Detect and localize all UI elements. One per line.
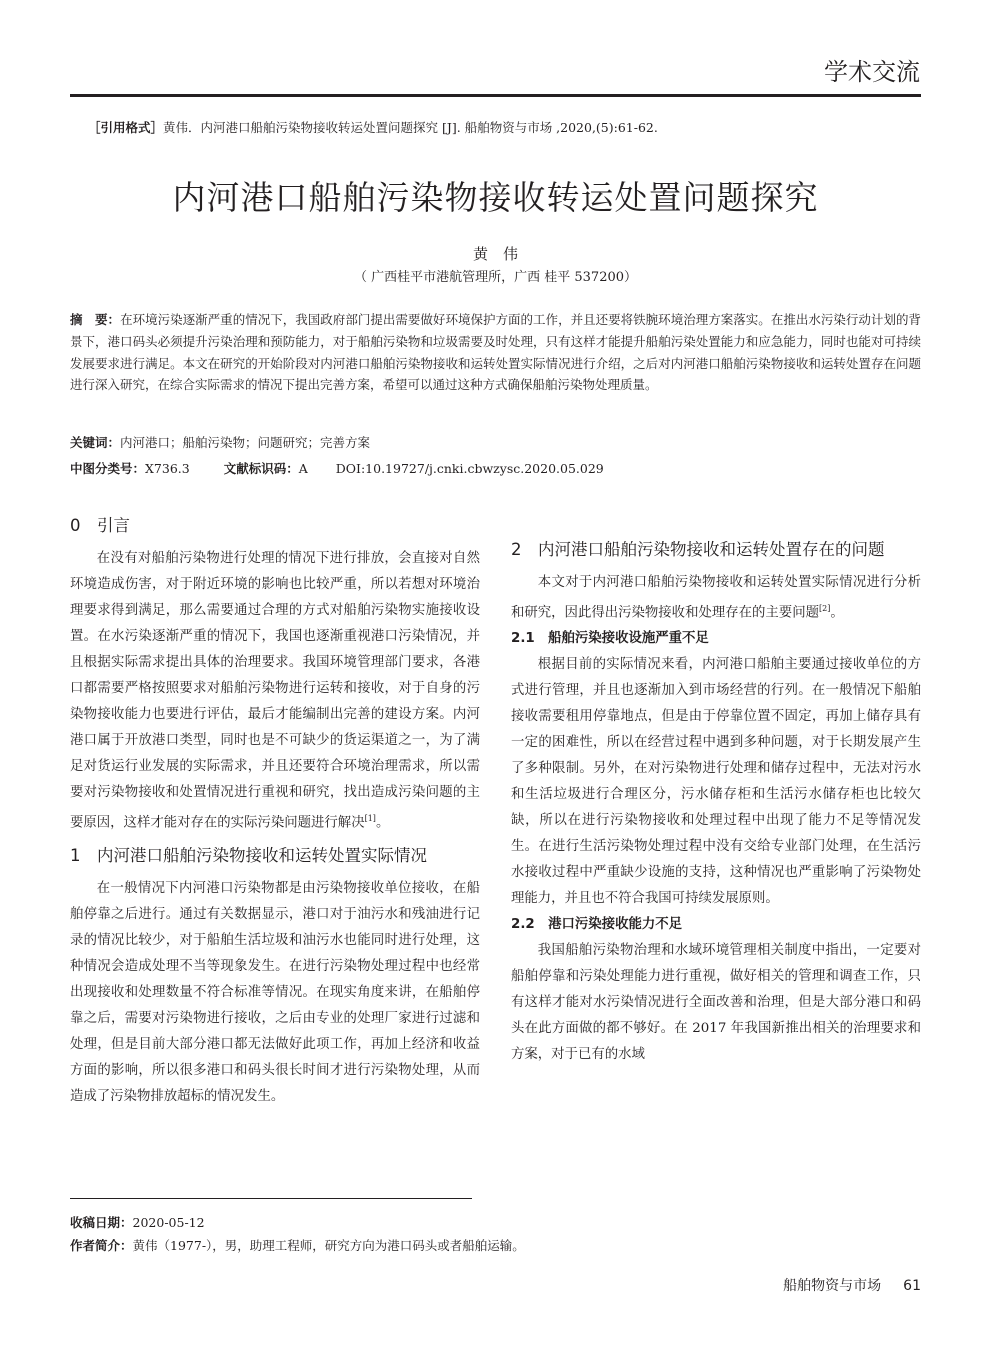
received-value: 2020-05-12: [132, 1215, 205, 1230]
section-0-paragraph: 在没有对船舶污染物进行处理的情况下进行排放，会直接对自然环境造成伤害，对于附近环境的影响也比较严重，所以若想对环境治理要求得到满足，那么需要通过合理的方式对船舶污染物实施接收设置。在水污染逐渐严重的情况下，我国也逐渐重视港口污染情况，并且根据实际需求提出具体的治理要求。我国环境管理部门要求，各港口都需要严格按照要求对船舶污染物进行运转和接收，对于自身的污染物接收能力也要进行评估，最后才能编制出完善的建设方案。内河港口属于开放港口类型，同时也是不可缺少的货运渠道之一，为了满足对货运行业发展的实际需求，并且还要符合环境治理需求，所以需要对污染物接收和处置情况进行重视和研究，找出造成污染问题的主要原因，这样才能对存在的实际污染问题进行解决[1]。: [70, 551, 480, 831]
reference-2: [2]: [818, 604, 831, 613]
section-2-1-paragraph: 根据目前的实际情况来看，内河港口船舶主要通过接收单位的方式进行管理，并且也逐渐加入到市场经营的行列。在一般情况下船舶接收需要租用停靠地点，但是由于停靠位置不固定，再加上储存具有一定的困难性，所以在经营过程中遇到多种问题，对于长期发展产生了多种限制。另外，在对污染物进行处理和储存过程中，无法对污水和生活垃圾进行合理区分，污水储存柜和生活污水储存柜也比较欠缺，所以在进行污染物接收和处理过程中出现了能力不足等情况发生。在进行生活污染物处理过程中没有交给专业部门处理，在生活污水接收过程中严重缺少设施的支持，这种情况也严重影响了污染物处理能力，并且也不符合我国可持续发展原则。: [511, 657, 921, 907]
footnote-rule: [70, 1198, 472, 1199]
doc-code-value: A: [298, 461, 308, 476]
section-0-heading: 0 引言: [70, 516, 130, 535]
bio-value: 黄伟（1977-），男，助理工程师，研究方向为港口码头或者船舶运输。: [132, 1238, 525, 1253]
received-date: [70, 1213, 205, 1231]
abstract-label: 摘 要：: [70, 312, 121, 327]
citation-tag: ［引用格式］: [88, 120, 164, 135]
section-1-heading: 1 内河港口船舶污染物接收和运转处置实际情况: [70, 846, 427, 866]
section-2-2-heading: 2.2 港口污染接收能力不足: [511, 917, 683, 933]
section-1-paragraph: 在一般情况下内河港口污染物都是由污染物接收单位接收，在船舶停靠之后进行。通过有关数据显示，港口对于油污水和残油进行记录的情况比较少，对于船舶生活垃圾和油污水也能同时进行处理，这种情况会造成处理不当等现象发生。在进行污染物处理过程中也经常出现接收和处理数量不符合标准等情况。在现实角度来讲，在船舶停靠之后，需要对污染物进行接收，之后由专业的处理厂家进行过滤和处理，但是目前大部分港口都无法做好此项工作，再加上经济和收益方面的影响，所以很多港口和码头很长时间才进行污染物处理，从而造成了污染物排放超标的情况发生。: [70, 881, 480, 1105]
left-column: [70, 508, 480, 1110]
doi: DOI:10.19727/j.cnki.cbwzysc.2020.05.029: [335, 461, 604, 476]
received-label: 收稿日期：: [70, 1215, 133, 1230]
header-rule: [70, 94, 921, 97]
citation-text: 黄伟．内河港口船舶污染物接收转运处置问题探究 [J]. 船舶物资与市场 ,2020,(5):61-62.: [163, 120, 658, 135]
section-label: 学术交流: [824, 58, 920, 86]
journal-name: 船舶物资与市场: [783, 1278, 882, 1294]
section-2-paragraph: 本文对于内河港口船舶污染物接收和运转处置实际情况进行分析和研究，因此得出污染物接收和处理存在的主要问题[2]。: [511, 575, 921, 621]
page-number: 61: [903, 1278, 921, 1294]
abstract: [70, 309, 921, 396]
article-author: 黄 伟: [472, 245, 518, 263]
keywords-label: 关键词：: [70, 435, 121, 450]
keywords-text: 内河港口；船舶污染物；问题研究；完善方案: [120, 435, 371, 450]
classification-line: [70, 459, 604, 477]
keywords: [70, 433, 370, 451]
citation: [88, 118, 918, 136]
article-title: 内河港口船舶污染物接收转运处置问题探究: [172, 178, 819, 217]
author-affiliation: （ 广西桂平市港航管理所，广西 桂平 537200）: [353, 270, 638, 285]
page-footer: [700, 1275, 921, 1295]
section-2-2-paragraph: 我国船舶污染物治理和水域环境管理相关制度中指出，一定要对船舶停靠和污染处理能力进行重视，做好相关的管理和调查工作，只有这样才能对水污染情况进行全面改善和治理，但是大部分港口和码头在此方面做的都不够好。在 2017 年我国新推出相关的治理要求和方案，对于已有的水域: [511, 943, 921, 1063]
clc-label: 中图分类号：: [70, 461, 146, 476]
author-bio: [70, 1236, 525, 1254]
clc-value: X736.3: [145, 461, 190, 476]
bio-label: 作者简介：: [70, 1238, 133, 1253]
doc-code-label: 文献标识码：: [223, 461, 299, 476]
abstract-text: 在环境污染逐渐严重的情况下，我国政府部门提出需要做好环境保护方面的工作，并且还要将铁腕环境治理方案落实。在推出水污染行动计划的背景下，港口码头必须提升污染治理和预防能力，对于船舶污染物和垃圾需要及时处理，只有这样才能提升船舶污染处置能力和应急能力，同时也能对可持续发展要求进行满足。本文在研究的开始阶段对内河港口船舶污染物接收和运转处置实际情况进行介绍，之后对内河港口船舶污染物接收和运转处置存在问题进行深入研究，在综合实际需求的情况下提出完善方案，希望可以通过这种方式确保船舶污染物处理质量。: [70, 312, 921, 393]
section-2-heading: 2 内河港口船舶污染物接收和运转处置存在的问题: [511, 540, 885, 559]
section-2-1-heading: 2.1 船舶污染接收设施严重不足: [511, 631, 709, 647]
right-column: [511, 508, 921, 1068]
reference-1: [1]: [364, 814, 376, 823]
